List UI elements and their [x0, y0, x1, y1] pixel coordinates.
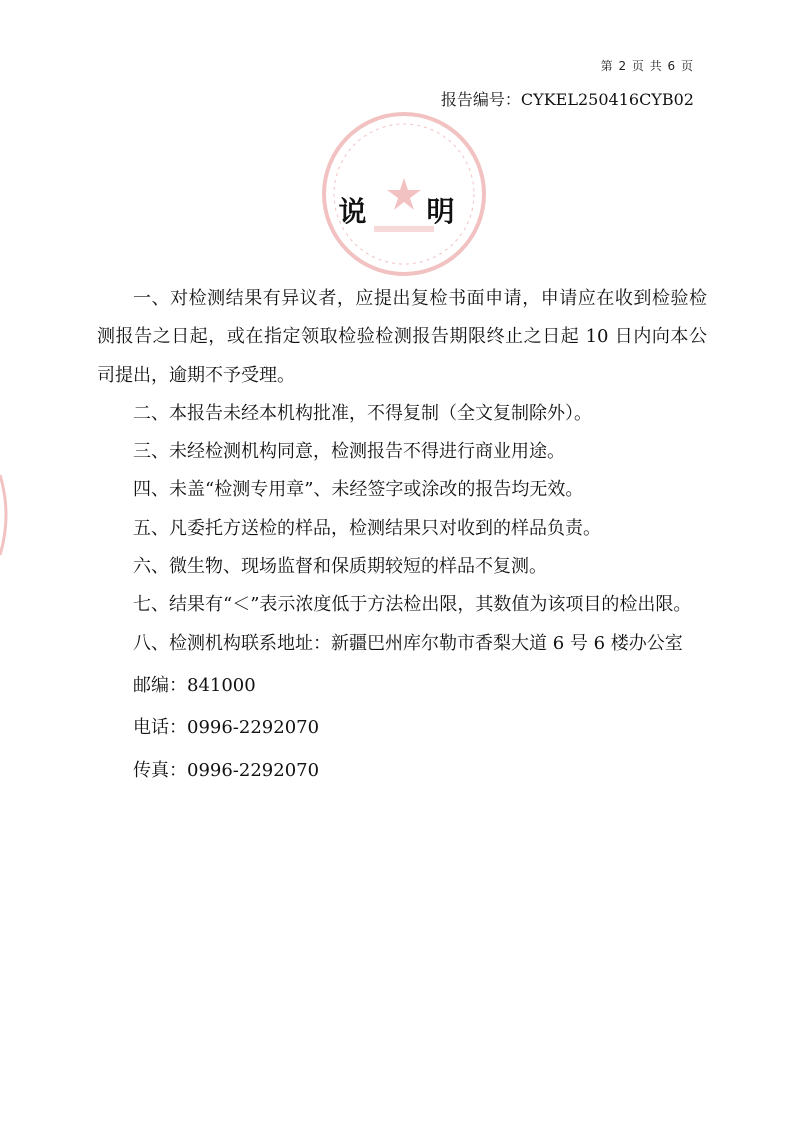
notes-body: [97, 280, 707, 790]
note-item-6: 六、微生物、现场监督和保质期较短的样品不复测。: [133, 556, 547, 578]
report-number: 报告编号：CYKEL250416CYB02: [440, 90, 694, 109]
seal-edge-mark: [0, 470, 16, 560]
note-item-5: 五、凡委托方送检的样品，检测结果只对收到的样品负责。: [133, 517, 601, 539]
note-item-4: 四、未盖“检测专用章”、未经签字或涂改的报告均无效。: [133, 479, 584, 501]
note-item-8: 八、检测机构联系地址：新疆巴州库尔勒市香梨大道 6 号 6 楼办公室: [133, 632, 683, 654]
note-item-1: 一、对检测结果有异议者，应提出复检书面申请，申请应在收到检验检测报告之日起，或在指定领取检验检测报告期限终止之日起 10 日内向本公司提出，逾期不予受理。: [97, 288, 707, 386]
page-title: 说明: [338, 195, 515, 228]
phone-line: 电话：0996-2292070: [133, 717, 320, 739]
fax-line: 传真：0996-2292070: [133, 759, 320, 781]
note-item-7: 七、结果有“＜”表示浓度低于方法检出限，其数值为该项目的检出限。: [133, 594, 692, 616]
note-item-3: 三、未经检测机构同意，检测报告不得进行商业用途。: [133, 441, 565, 463]
page-number: 第 2 页 共 6 页: [600, 59, 694, 73]
postcode-line: 邮编：841000: [133, 674, 256, 696]
note-item-2: 二、本报告未经本机构批准，不得复制（全文复制除外）。: [133, 402, 592, 424]
